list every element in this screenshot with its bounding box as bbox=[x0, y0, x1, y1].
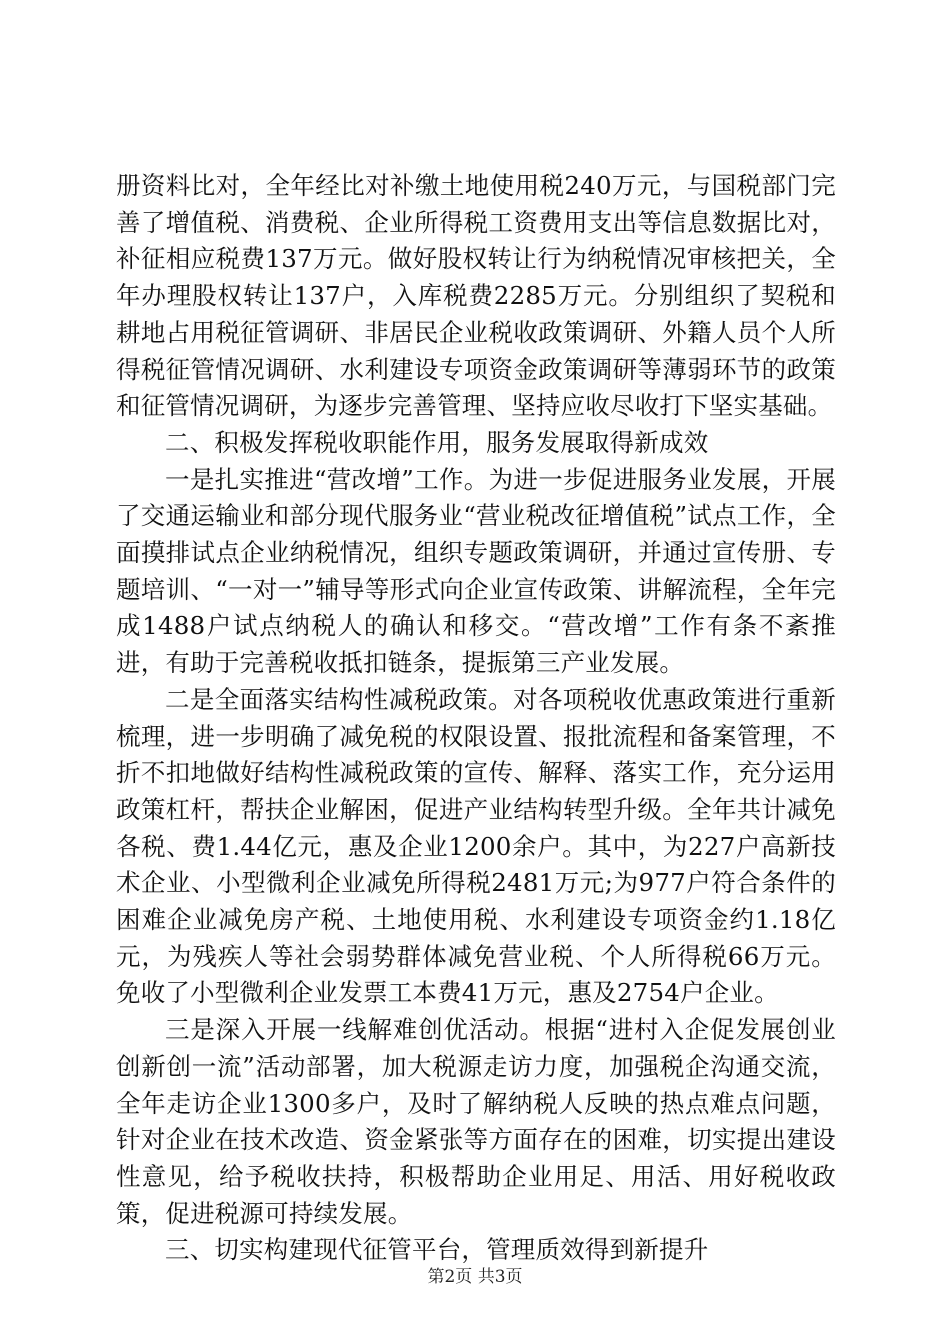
paragraph-tax-reduction: 二是全面落实结构性减税政策。对各项税收优惠政策进行重新梳理，进一步明确了减免税的权限设置、报批流程和备案管理，不折不扣地做好结构性减税政策的宣传、解释、落实工作，充分运用政策杠杆，帮扶企业解困，促进产业结构转型升级。全年共计减免各税、费1.44亿元，惠及企业1200余户。其中，为227户高新技术企业、小型微利企业减免所得税2481万元;为977户符合条件的困难企业减免房产税、土地使用税、水利建设专项资金约1.18亿元，为残疾人等社会弱势群体减免营业税、个人所得税66万元。免收了小型微利企业发票工本费41万元，惠及2754户企业。 bbox=[116, 684, 836, 1008]
page-footer: 第2页 共3页 bbox=[427, 1267, 523, 1287]
section-heading-2: 二、积极发挥税收职能作用，服务发展取得新成效 bbox=[165, 427, 709, 457]
paragraph-vat-reform: 一是扎实推进“营改增”工作。为进一步促进服务业发展，开展了交通运输业和部分现代服务业“营业税改征增值税”试点工作，全面摸排试点企业纳税情况，组织专题政策调研，并通过宣传册、专题培训、“一对一”辅导等形式向企业宣传政策、讲解流程，全年完成1488户试点纳税人的确认和移交。“营改增”工作有条不紊推进，有助于完善税收抵扣链条，提振第三产业发展。 bbox=[116, 464, 836, 678]
document-body bbox=[116, 168, 836, 1269]
paragraph-outreach: 三是深入开展一线解难创优活动。根据“进村入企促发展创业创新创一流”活动部署，加大税源走访力度，加强税企沟通交流，全年走访企业1300多户，及时了解纳税人反映的热点难点问题，针对企业在技术改造、资金紧张等方面存在的困难，切实提出建设性意见，给予税收扶持，积极帮助企业用足、用活、用好税收政策，促进税源可持续发展。 bbox=[116, 1015, 836, 1228]
paragraph-continuation: 册资料比对，全年经比对补缴土地使用税240万元，与国税部门完善了增值税、消费税、企业所得税工资费用支出等信息数据比对，补征相应税费137万元。做好股权转让行为纳税情况审核把关，全年办理股权转让137户，入库税费2285万元。分别组织了契税和耕地占用税征管调研、非居民企业税收政策调研、外籍人员个人所得税征管情况调研、水利建设专项资金政策调研等薄弱环节的政策和征管情况调研，为逐步完善管理、坚持应收尽收打下坚实基础。 bbox=[116, 171, 836, 421]
section-heading-3: 三、切实构建现代征管平台，管理质效得到新提升 bbox=[165, 1235, 709, 1265]
